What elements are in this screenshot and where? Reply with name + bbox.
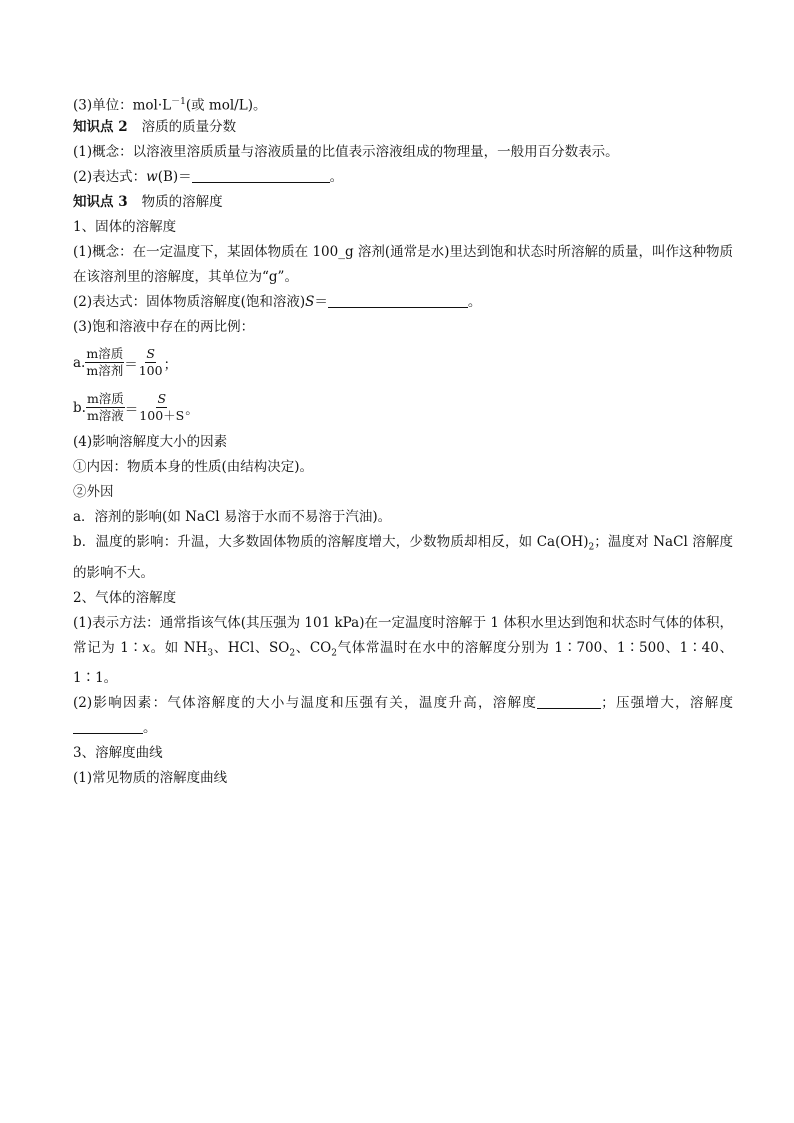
ratio-b-label: b. <box>73 399 86 416</box>
k2-expr-var: w <box>146 169 158 185</box>
k2-heading <box>73 115 733 140</box>
s1-expression <box>73 290 733 315</box>
unit-alt-text: (或 mol/L)。 <box>185 97 267 114</box>
k3-label: 知识点 3 <box>73 194 128 210</box>
ratio-a-label: a. <box>73 354 86 371</box>
outer-factor: ②外因 <box>73 484 114 500</box>
s2-factor: (2)影响因素：气体溶解度的大小与温度和压强有关，温度升高，溶解度 ；压强增大，溶解度。 <box>73 695 734 737</box>
s1-expr-prefix: (2)表达式：固体物质溶解度(饱和溶液) <box>73 294 306 310</box>
fill-blank[interactable] <box>73 719 143 734</box>
s1-title: 1、固体的溶解度 <box>73 219 177 235</box>
document-page <box>73 90 733 791</box>
k3-title: 物质的溶解度 <box>141 194 223 210</box>
k2-expression <box>73 165 733 190</box>
unit-text: (3)单位：mol·L <box>73 97 172 114</box>
s1-concept: (1)概念：在一定温度下，某固体物质在 100_g 溶剂(通常是水)里达到饱和状态时所溶解的质量，叫作这种物质在该溶剂里的溶解度，其单位为“g”。 <box>73 244 733 285</box>
fraction: $\frac{S}{100+S}$ <box>139 391 185 423</box>
s3-title: 3、溶解度曲线 <box>73 745 163 762</box>
k2-expr-end: 。 <box>329 169 344 185</box>
k2-expr-prefix: (2)表达式： <box>73 169 147 185</box>
outer-factor-a: a．溶剂的影响(如 NaCl 易溶于水而不易溶于汽油)。 <box>73 509 392 525</box>
fill-blank[interactable] <box>328 293 468 308</box>
s1-expr-mid: ＝ <box>314 294 328 310</box>
s1-factors: (4)影响溶解度大小的因素 <box>73 434 228 450</box>
k3-heading <box>73 190 733 215</box>
inner-factor: ①内因：物质本身的性质(由结构决定)。 <box>73 459 314 475</box>
fraction: $\frac{S}{100}$ <box>138 346 163 378</box>
s1-expr-var: S <box>305 294 315 310</box>
fraction: $\frac{\text{m溶质}}{\text{m溶液}}$ <box>86 391 124 423</box>
fill-blank[interactable] <box>537 694 601 709</box>
s3-subtitle: (1)常见物质的溶解度曲线 <box>73 770 228 787</box>
unit-line <box>73 90 733 115</box>
k2-concept: (1)概念：以溶液里溶质质量与溶液质量的比值表示溶液组成的物理量，一般用百分数表示。 <box>73 144 619 160</box>
ratio-b: b. $\frac{\text{m溶质}}{\text{m溶液}}$ ＝ $\frac{S}{100+S}$ 。 <box>73 391 199 423</box>
s2-title: 2、气体的溶解度 <box>73 589 177 606</box>
s1-expr-end: 。 <box>467 294 482 310</box>
s1-ratio-title: (3)饱和溶液中存在的两比例： <box>73 319 255 335</box>
fraction: $\frac{\text{m溶质}}{\text{m溶剂}}$ <box>86 346 124 378</box>
k2-label: 知识点 2 <box>73 119 128 135</box>
s2-method: (1)表示方法：通常指该气体(其压强为 101 kPa)在一定温度时溶解于 1 体积水里达到饱和状态时气体的体积，常记为 1∶x。如 $NH_3$、HCl、$SO_2$、$CO_2$气体常温时在水中的溶解度分别为 1∶700、1∶500、1∶40、1∶1。 <box>73 614 733 687</box>
fill-blank[interactable] <box>192 168 330 183</box>
ratio-a: a. $\frac{\text{m溶质}}{\text{m溶剂}}$ ＝ $\frac{S}{100}$ ； <box>73 346 178 378</box>
k2-title: 溶质的质量分数 <box>141 119 237 135</box>
outer-factor-b: b．温度的影响：升温，大多数固体物质的溶解度增大，少数物质却相反，如 $Ca(OH)_2$；温度对 NaCl 溶解度的影响不大。 <box>73 534 734 581</box>
k2-expr-mid: (B)＝ <box>157 169 192 185</box>
unit-exponent: －1 <box>171 97 186 107</box>
